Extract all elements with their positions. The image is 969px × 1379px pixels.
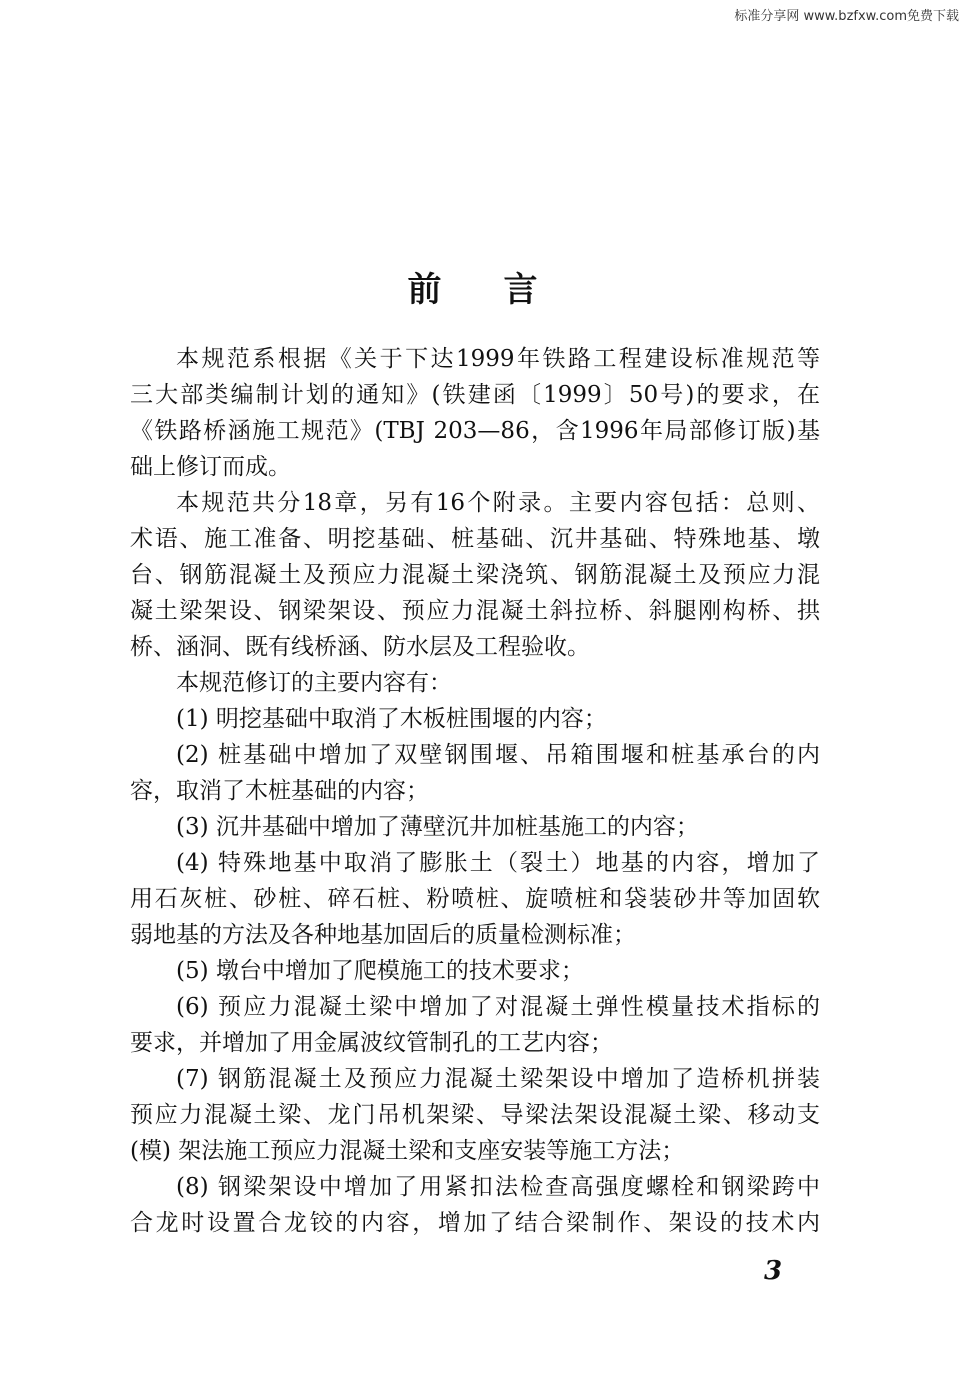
preface-body (130, 341, 820, 1241)
text-line: (模) 架法施工预应力混凝土梁和支座安装等施工方法； (130, 1138, 685, 1164)
text-line: 要求，并增加了用金属波纹管制孔的工艺内容； (130, 1030, 613, 1056)
text-line: 合龙时设置合龙铰的内容，增加了结合梁制作、架设的技术内 (130, 1210, 820, 1236)
text-line: 预应力混凝土梁、龙门吊机架梁、导梁法架设混凝土梁、移动支 (130, 1102, 820, 1128)
text-line: 台、钢筋混凝土及预应力混凝土梁浇筑、钢筋混凝土及预应力混 (130, 562, 820, 588)
page-title: 前言 (407, 270, 600, 310)
text-line: 础上修订而成。 (130, 454, 291, 480)
text-line: (8) 钢梁架设中增加了用紧扣法检查高强度螺栓和钢梁跨中 (176, 1174, 820, 1200)
text-line: (6) 预应力混凝土梁中增加了对混凝土弹性模量技术指标的 (176, 994, 820, 1020)
text-line: (4) 特殊地基中取消了膨胀土（裂土）地基的内容，增加了 (176, 850, 820, 876)
text-line: (1) 明挖基础中取消了木板桩围堰的内容； (176, 706, 607, 732)
text-line: 容，取消了木桩基础的内容； (130, 778, 429, 804)
text-line: 三大部类编制计划的通知》(铁建函〔1999〕50号)的要求，在 (130, 382, 820, 408)
text-line: 本规范修订的主要内容有： (176, 670, 452, 696)
text-line: 凝土梁架设、钢梁架设、预应力混凝土斜拉桥、斜腿刚构桥、拱 (130, 598, 820, 624)
page-number: 3 (764, 1256, 783, 1286)
text-line: 《铁路桥涵施工规范》(TBJ 203—86，含1996年局部修订版)基 (130, 418, 820, 444)
text-line: 桥、涵洞、既有线桥涵、防水层及工程验收。 (130, 634, 590, 660)
site-watermark: 标准分享网 www.bzfxw.com免费下载 (734, 9, 959, 24)
text-line: 本规范共分18章，另有16个附录。主要内容包括：总则、 (176, 490, 820, 516)
text-line: (2) 桩基础中增加了双壁钢围堰、吊箱围堰和桩基承台的内 (176, 742, 820, 768)
text-line: (5) 墩台中增加了爬模施工的技术要求； (176, 958, 584, 984)
text-line: 本规范系根据《关于下达1999年铁路工程建设标准规范等 (176, 346, 820, 372)
text-line: 用石灰桩、砂桩、碎石桩、粉喷桩、旋喷桩和袋装砂井等加固软 (130, 886, 820, 912)
text-line: (3) 沉井基础中增加了薄壁沉井加桩基施工的内容； (176, 814, 699, 840)
text-line: (7) 钢筋混凝土及预应力混凝土梁架设中增加了造桥机拼装 (176, 1066, 820, 1092)
text-line: 弱地基的方法及各种地基加固后的质量检测标准； (130, 922, 636, 948)
text-line: 术语、施工准备、明挖基础、桩基础、沉井基础、特殊地基、墩 (130, 526, 820, 552)
